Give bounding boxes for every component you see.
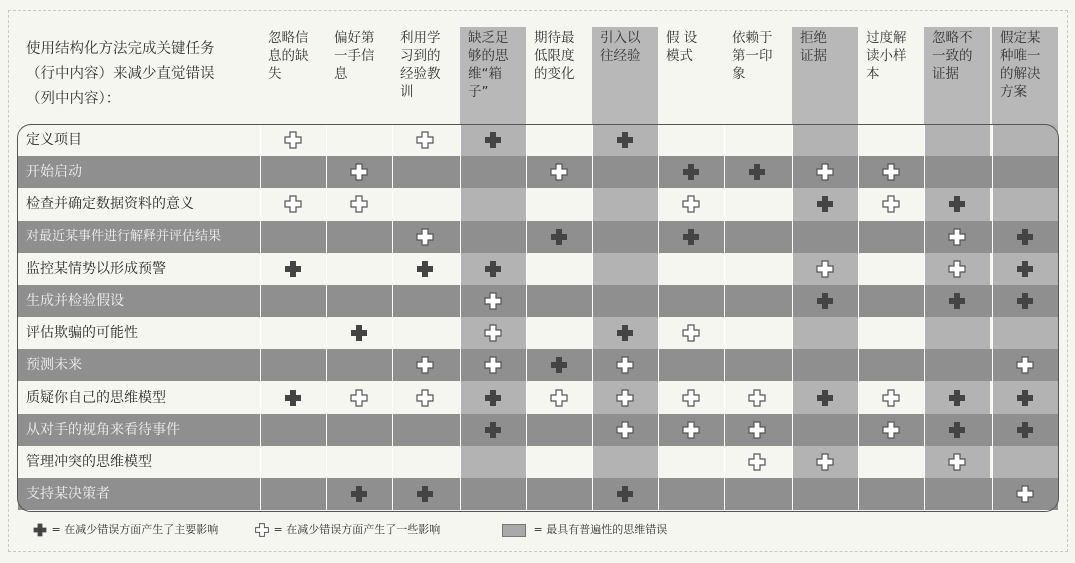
row-label: 预测未来 [26, 357, 82, 374]
column-header: 拒绝 证据 [792, 27, 858, 124]
column-header: 缺乏足 够的思 维“箱 子” [460, 27, 526, 124]
column-header: 引入以 往经验 [592, 27, 658, 124]
column-header: 利用学 习到的 经验教 训 [400, 30, 441, 100]
legend-common-text: = 最具有普遍性的思维错误 [533, 523, 668, 536]
row-label: 检查并确定数据资料的意义 [26, 196, 194, 213]
row-label: 从对手的视角来看待事件 [26, 421, 180, 438]
column-header: 期待最 低限度 的变化 [534, 30, 575, 82]
column-header: 依赖于 第一印 象 [732, 30, 773, 82]
column-header: 假定某 种唯一 的解决 方案 [992, 27, 1058, 124]
row-label: 质疑你自己的思维模型 [26, 389, 166, 406]
column-header: 忽略不 一致的 证据 [924, 27, 990, 124]
table-corner-heading: 使用结构化方法完成关键任务 （行中内容）来减少直觉错误 （列中内容）： [26, 41, 215, 107]
column-header: 假 设 模式 [666, 30, 698, 64]
legend-major [32, 520, 218, 540]
outline-plus-icon [254, 522, 270, 538]
row-label: 支持某决策者 [26, 486, 110, 503]
column-header: 过度解 读小样 本 [866, 30, 907, 82]
row-label: 管理冲突的思维模型 [26, 454, 152, 470]
row-label: 评估欺骗的可能性 [26, 325, 138, 342]
major-plus-icon [32, 522, 48, 538]
row-label: 开始启动 [26, 164, 82, 181]
legend-major-text: = 在减少错误方面产生了主要影响 [51, 523, 219, 536]
legend-some [254, 520, 440, 540]
gray-swatch-icon [502, 524, 526, 537]
legend-common [502, 520, 667, 540]
row-label: 定义项目 [26, 132, 82, 148]
column-header: 偏好第 一手信 息 [334, 30, 375, 82]
row-label: 监控某情势以形成预警 [26, 260, 166, 277]
row-label: 生成并检验假设 [26, 293, 124, 309]
table-border [17, 124, 1059, 512]
legend-some-text: = 在减少错误方面产生了一些影响 [273, 523, 441, 536]
column-header: 忽略信 息的缺 失 [268, 30, 309, 82]
row-label: 对最近某事件进行解释并评估结果 [26, 228, 222, 244]
